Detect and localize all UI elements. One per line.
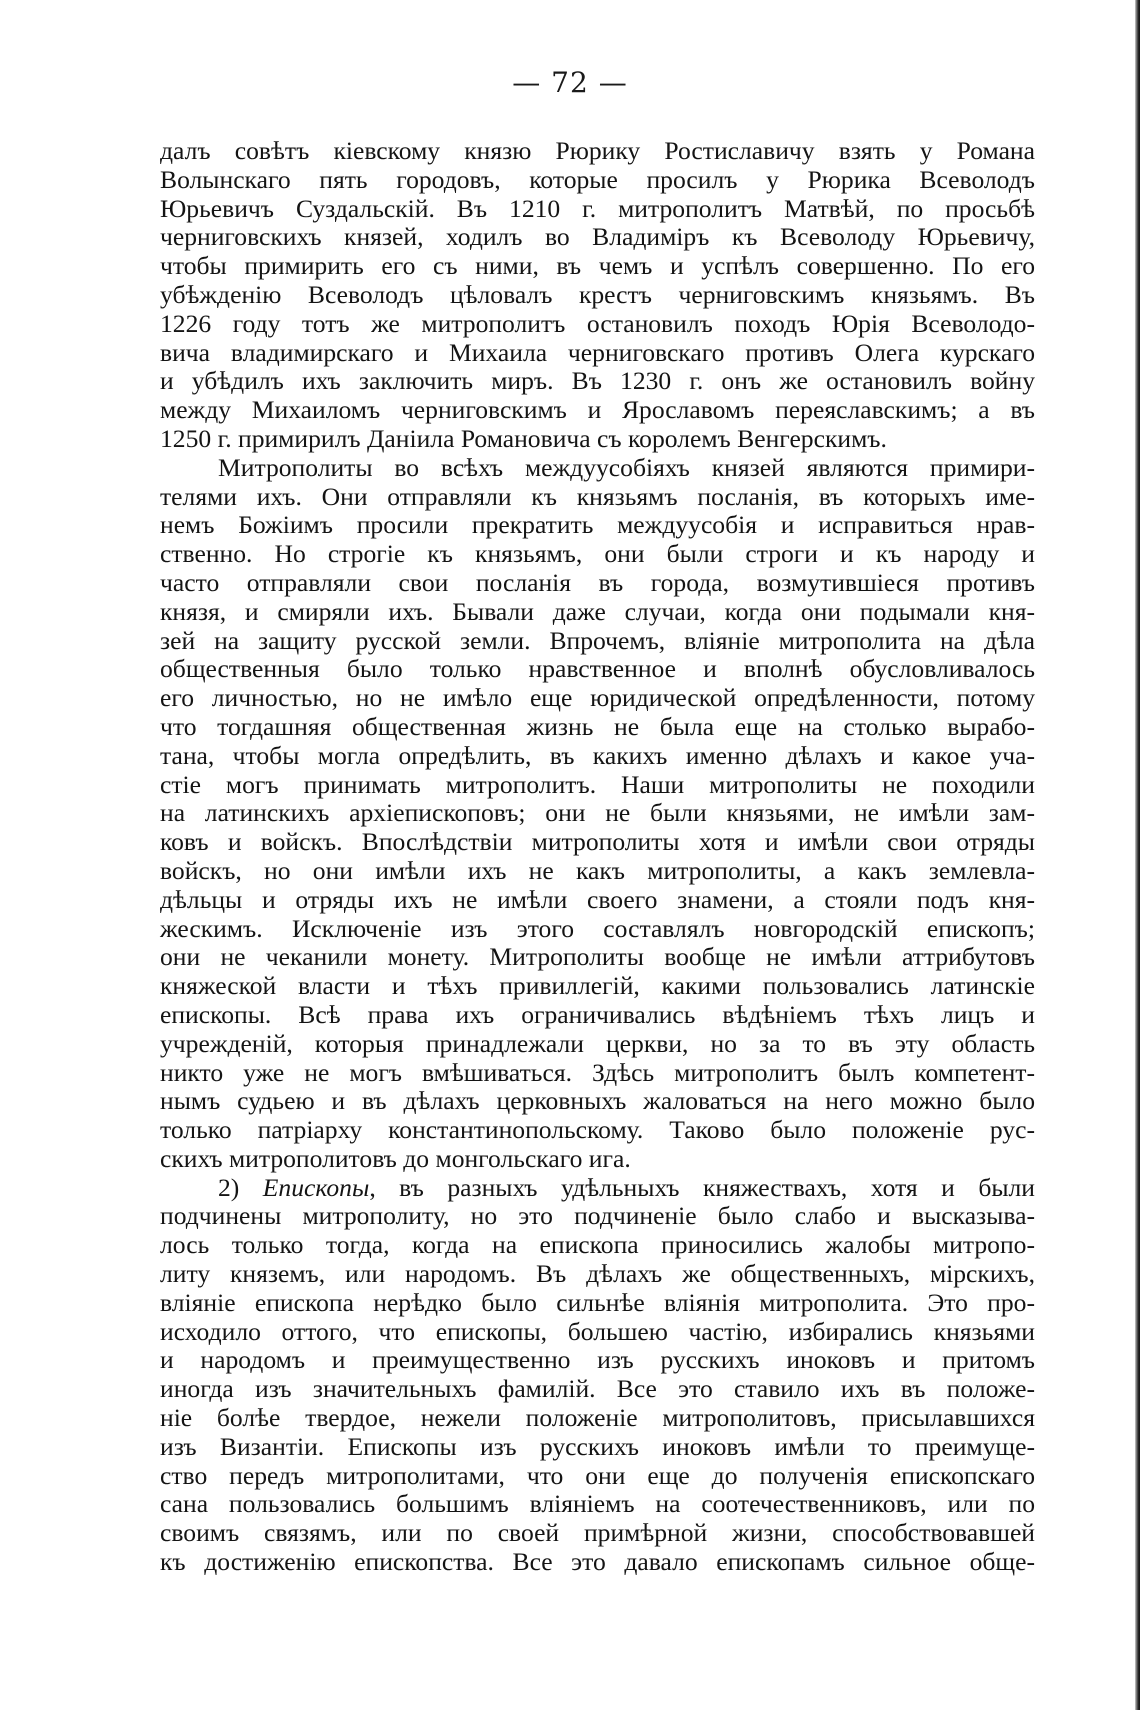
text-line: учрежденій, которыя принадлежали церкви, но за то въ эту область [160,1028,1035,1058]
text-line: часто отправляли свои посланія въ города, возмутившіеся противъ [160,567,1035,597]
text-line: вліяніе епископа нерѣдко было сильнѣе вліянія митрополита. Это про- [160,1287,1035,1317]
text-line: и народомъ и преимущественно изъ русскихъ иноковъ и притомъ [160,1345,1035,1375]
text-line: на латинскихъ архіепископовъ; они не были князьями, не имѣли зам- [160,798,1035,828]
text-line: литу княземъ, или народомъ. Въ дѣлахъ же общественныхъ, мірскихъ, [160,1259,1035,1289]
text-line: убѣжденію Всеволодъ цѣловалъ крестъ черниговскимъ князьямъ. Въ [160,279,1035,309]
text-line: войскъ, но они имѣли ихъ не какъ митрополиты, а какъ землевла- [160,855,1035,885]
text-line: нымъ судьею и въ дѣлахъ церковныхъ жаловаться на него можно было [160,1086,1035,1116]
text-line: ственно. Но строгіе къ князьямъ, они были строги и къ народу и [160,539,1035,569]
section-term: Епископы [262,1172,370,1202]
text-line: немъ Божіимъ просили прекратить междуусобія и исправиться нрав- [160,510,1035,540]
text-line: далъ совѣтъ кіевскому князю Рюрику Ростиславичу взять у Романа [160,136,1035,165]
text-line: князя, и смиряли ихъ. Бывали даже случаи, когда они подымали кня- [160,596,1035,626]
text-line: между Михаиломъ черниговскимъ и Ярославомъ переяславскимъ; а въ [160,395,1035,425]
text-line: 1250 г. примирилъ Даніила Романовича съ королемъ Венгерскимъ. [160,423,887,453]
text-line: ство передъ митрополитами, что они еще до полученія епископскаго [160,1460,1035,1490]
page-edge-shadow [1135,0,1140,1710]
text-line: изъ Византіи. Епископы изъ русскихъ иноковъ имѣли то преимуще- [160,1431,1035,1461]
text-line: ковъ и войскъ. Впослѣдствіи митрополиты хотя и имѣли свои отряды [160,827,1035,857]
text-line: иногда изъ значительныхъ фамилій. Все это ставило ихъ въ положе- [160,1374,1035,1404]
text-line: они не чеканили монету. Митрополиты вообще не имѣли аттрибутовъ [160,942,1035,972]
text-line: своимъ связямъ, или по своей примѣрной жизни, способствовавшей [160,1518,1035,1548]
text-line: скихъ митрополитовъ до монгольскаго ига. [160,1143,631,1173]
text-line: только патріарху константинопольскому. Таково было положеніе рус- [160,1115,1035,1145]
body-text [160,137,1035,1577]
text-line: Юрьевичъ Суздальскій. Въ 1210 г. митрополитъ Матвѣй, по просьбѣ [160,193,1035,223]
text-line: дѣльцы и отряды ихъ не имѣли своего знамени, а стояли подъ кня- [160,884,1035,914]
text-line-rest: , въ разныхъ удѣльныхъ княжествахъ, хотя и были [369,1172,1036,1202]
text-line: Митрополиты во всѣхъ междуусобіяхъ князей являются примири- [218,452,1035,482]
text-line: подчинены митрополиту, но это подчиненіе было слабо и высказыва- [160,1201,1035,1231]
text-line: исходило оттого, что епископы, большею частію, избирались князьями [160,1316,1035,1346]
text-line: 1226 году тотъ же митрополитъ остановилъ походъ Юрія Всеволодо- [160,308,1035,338]
text-line: сана пользовались большимъ вліяніемъ на соотечественниковъ, или по [160,1489,1035,1519]
text-line: никто уже не могъ вмѣшиваться. Здѣсь митрополитъ былъ компетент- [160,1057,1035,1087]
text-line: епископы. Всѣ права ихъ ограничивались вѣдѣніемъ тѣхъ лицъ и [160,999,1035,1029]
text-line: стіе могъ принимать митрополитъ. Наши митрополиты не походили [160,769,1035,799]
text-line: и убѣдилъ ихъ заключить миръ. Въ 1230 г. онъ же остановилъ войну [160,366,1035,396]
text-line: телями ихъ. Они отправляли къ князьямъ посланія, въ которыхъ име- [160,481,1035,511]
text-line: ніе болѣе твердое, нежели положеніе митрополитовъ, присылавшихся [160,1403,1035,1433]
text-line: княжеской власти и тѣхъ привиллегій, какими пользовались латинскіе [160,971,1035,1001]
text-line: чтобы примирить его съ ними, въ чемъ и успѣлъ совершенно. По его [160,251,1035,281]
text-line: тана, чтобы могла опредѣлить, въ какихъ именно дѣлахъ и какое уча- [160,740,1035,770]
list-marker: 2) [218,1172,263,1202]
text-line-heading [160,1174,1035,1203]
text-line: вича владимирскаго и Михаила черниговскаго противъ Олега курскаго [160,337,1035,367]
text-line: Волынскаго пять городовъ, которые просилъ у Рюрика Всеволодъ [160,164,1035,194]
text-line: общественныя было только нравственное и вполнѣ обусловливалось [160,654,1035,684]
text-line: лось только тогда, когда на епископа приносились жалобы митропо- [160,1230,1035,1260]
text-line: къ достиженію епископства. Все это давало епископамъ сильное обще- [160,1547,1035,1577]
text-line: его личностью, но не имѣло еще юридической опредѣленности, потому [160,683,1035,713]
text-line: зей на защиту русской земли. Впрочемъ, вліяніе митрополита на дѣла [160,625,1035,655]
text-line: черниговскихъ князей, ходилъ во Владиміръ къ Всеволоду Юрьевичу, [160,222,1035,252]
text-line: жескимъ. Исключеніе изъ этого составлялъ новгородскій епископъ; [160,913,1035,943]
text-line: что тогдашняя общественная жизнь не была еще на столько вырабо- [160,711,1035,741]
page-number: — 72 — [512,66,628,99]
